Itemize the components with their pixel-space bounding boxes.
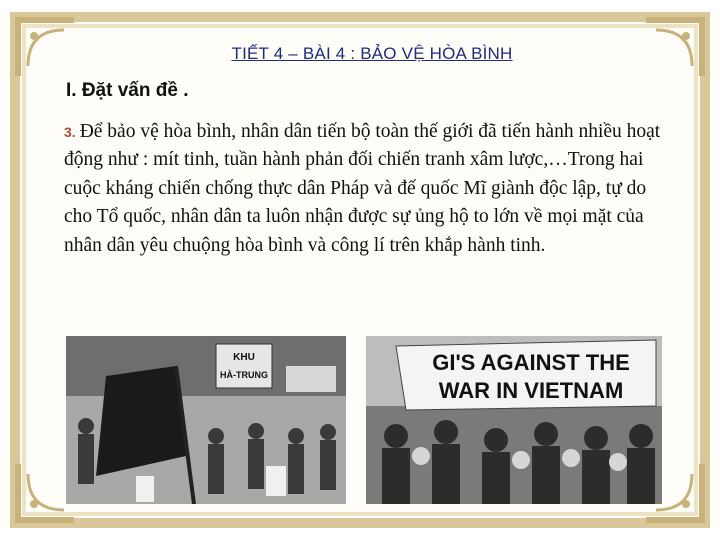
photo-antiwar-march <box>366 336 662 504</box>
paragraph-text: Để bảo vệ hòa bình, nhân dân tiến bộ toàn thế giới đã tiến hành nhiều hoạt động như : mít tinh, tuần hành phản đối chiến tranh xâm lược,…Trong hai cuộc kháng chiến chống thực dân Pháp và đế quốc Mĩ giành độc lập, tự do cho Tổ quốc, nhân dân ta luôn nhận được sự ủng hộ to lớn về mọi mặt của nhân dân yêu chuộng hòa bình và công lí trên khắp hành tinh. <box>64 121 661 256</box>
body-paragraph <box>64 118 664 260</box>
sign-text-line1: KHU <box>233 352 255 363</box>
section-heading: I. Đặt vấn đề . <box>66 80 189 101</box>
item-number: 3. <box>64 124 76 140</box>
sign-text-line2: HÀ-TRUNG <box>220 370 268 380</box>
slide-title: TIẾT 4 – BÀI 4 : BẢO VỆ HÒA BÌNH <box>231 44 513 63</box>
photo-vietnam-rally <box>66 336 346 504</box>
banner-text-line1: GI'S AGAINST THE <box>432 350 630 375</box>
banner-text-line2: WAR IN VIETNAM <box>438 378 624 403</box>
